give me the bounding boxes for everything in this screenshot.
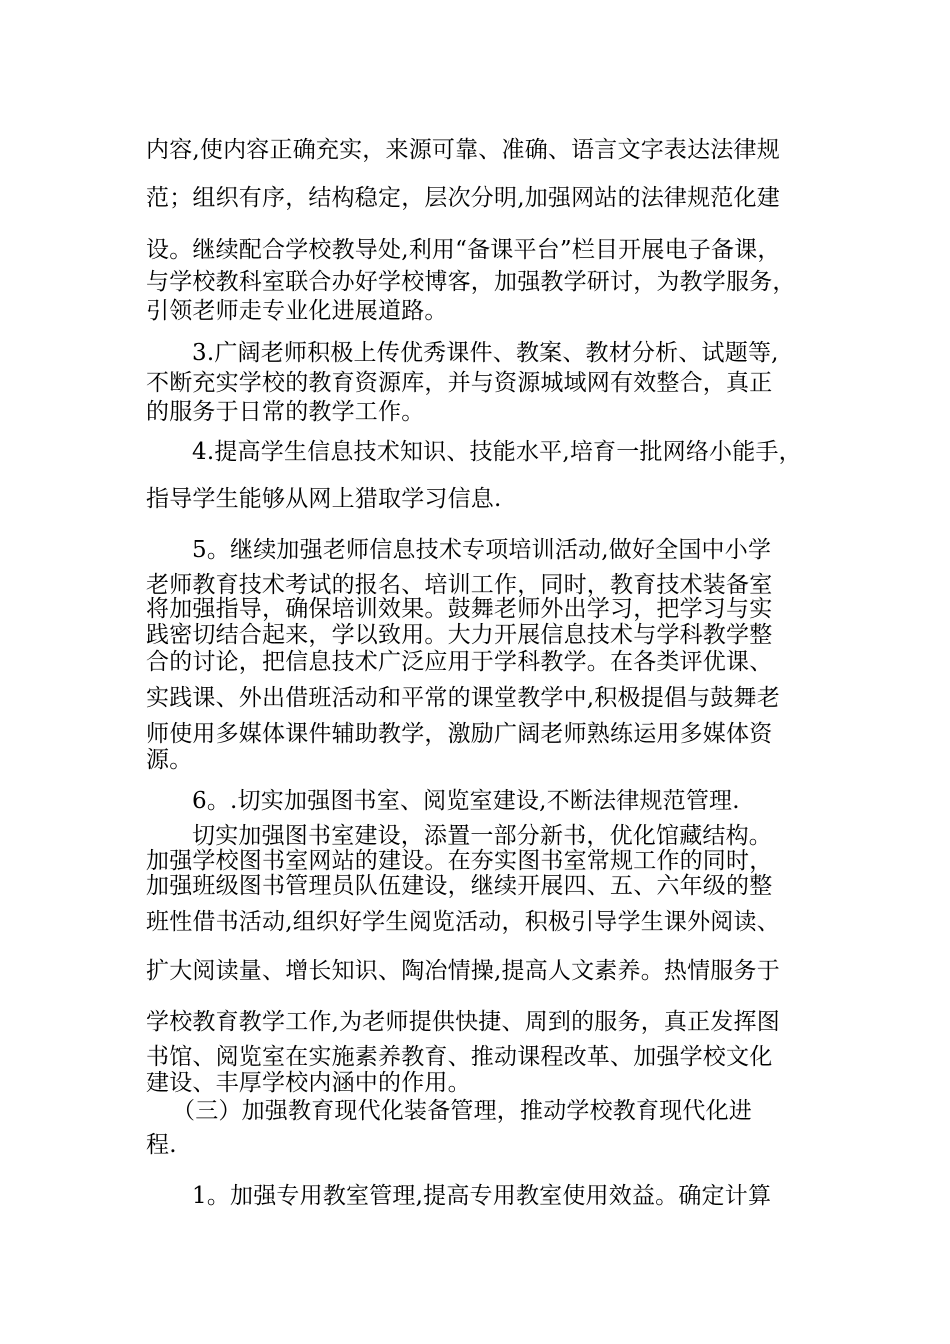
paragraph-line: 范；组织有序，结构稳定，层次分明,加强网站的法律规范化建 (146, 185, 780, 211)
paragraph-line: 实践课、外出借班活动和平常的课堂教学中,积极提倡与鼓舞老 (146, 685, 780, 711)
paragraph-line: 书馆、阅览室在实施素养教育、推动课程改革、加强学校文化 (146, 1044, 773, 1070)
paragraph-line: 建设、丰厚学校内涵中的作用。 (146, 1070, 471, 1096)
paragraph-line: 不断充实学校的教育资源库，并与资源城域网有效整合，真正 (146, 370, 773, 396)
paragraph-line: 4.提高学生信息技术知识、技能水平,培育一批网络小能手， (192, 439, 802, 465)
paragraph-line: 指导学生能够从网上猎取学习信息. (146, 486, 502, 512)
paragraph-line: 师使用多媒体课件辅助教学，激励广阔老师熟练运用多媒体资 (146, 721, 773, 747)
paragraph-line: 加强学校图书室网站的建设。在夯实图书室常规工作的同时， (146, 848, 773, 874)
paragraph-line: 与学校教科室联合办好学校博客，加强教学研讨，为教学服务， (146, 269, 796, 295)
paragraph-line: 3.广阔老师积极上传优秀课件、教案、教材分析、试题等, (192, 340, 779, 366)
paragraph-line: 引领老师走专业化进展道路。 (146, 298, 448, 324)
paragraph-line: 加强班级图书管理员队伍建设，继续开展四、五、六年级的整 (146, 873, 773, 899)
paragraph-line: 5。继续加强老师信息技术专项培训活动,做好全国中小学 (192, 537, 772, 563)
paragraph-line: 内容,使内容正确充实，来源可靠、准确、语言文字表达法律规 (146, 137, 780, 163)
paragraph-line: 6。.切实加强图书室、阅览室建设,不断法律规范管理. (192, 788, 740, 814)
paragraph-line: 班性借书活动,组织好学生阅览活动，积极引导学生课外阅读、 (146, 909, 780, 935)
paragraph-line: 老师教育技术考试的报名、培训工作，同时，教育技术装备室 (146, 572, 773, 598)
paragraph-line: 合的讨论，把信息技术广泛应用于学科教学。在各类评优课、 (146, 649, 773, 675)
section-heading-line: （三）加强教育现代化装备管理，推动学校教育现代化进 (172, 1098, 752, 1124)
paragraph-line: 的服务于日常的教学工作。 (146, 399, 425, 425)
section-heading-line: 程. (146, 1132, 177, 1158)
paragraph-line: 切实加强图书室建设，添置一部分新书，优化馆藏结构。 (192, 823, 772, 849)
paragraph-line: 学校教育教学工作,为老师提供快捷、周到的服务，真正发挥图 (146, 1009, 780, 1035)
paragraph-line: 扩大阅读量、增长知识、陶冶情操,提高人文素养。热情服务于 (146, 958, 780, 984)
paragraph-line: 践密切结合起来，学以致用。大力开展信息技术与学科教学整 (146, 622, 773, 648)
paragraph-line: 源。 (146, 747, 193, 773)
paragraph-line: 设。继续配合学校教导处,利用“备课平台”栏目开展电子备课， (146, 237, 781, 263)
paragraph-line: 1。加强专用教室管理,提高专用教室使用效益。确定计算 (192, 1183, 772, 1209)
paragraph-line: 将加强指导，确保培训效果。鼓舞老师外出学习，把学习与实 (146, 596, 773, 622)
